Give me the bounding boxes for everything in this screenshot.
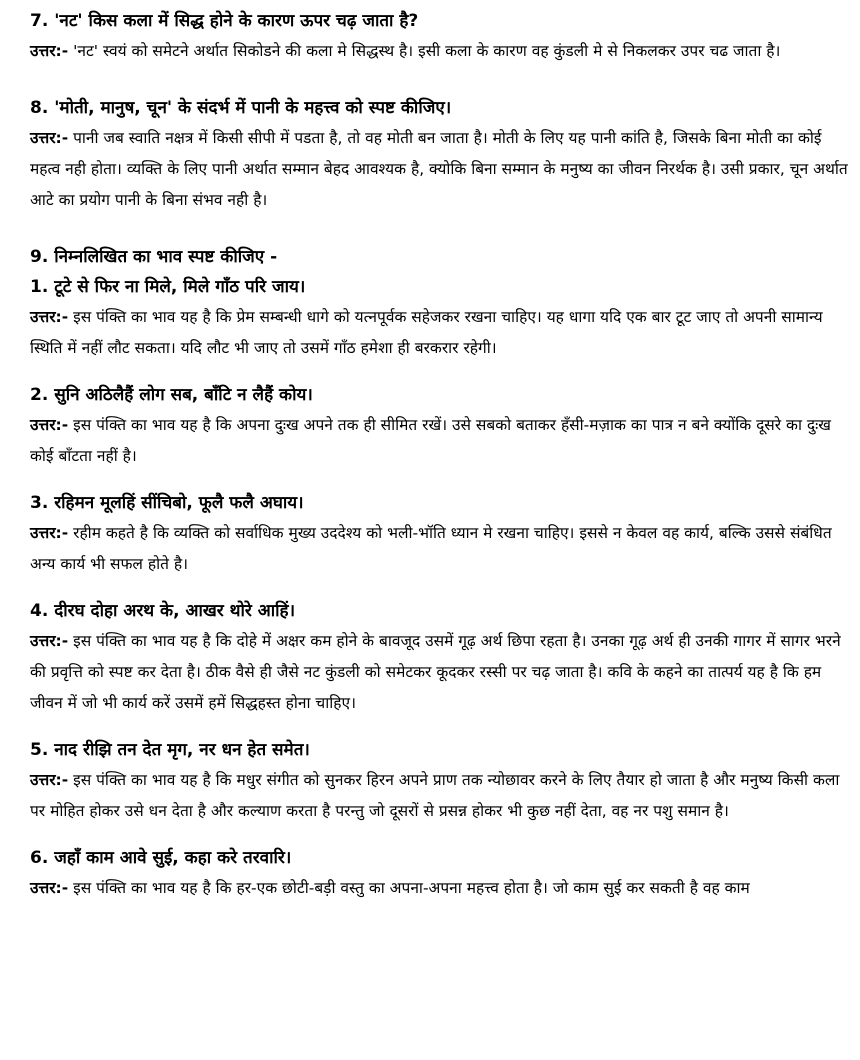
couplet-1-answer-text: इस पंक्ति का भाव यह है कि प्रेम सम्बन्धी धागे को यत्नपूर्वक सहेजकर रखना चाहिए। यह धागा यदि एक बार टूट जाए तो अपनी सामान्य स्थिति में नहीं लौट सकता। यदि लौट भी जाए तो उसमें गाँठ हमेशा ही बरकरार रहेगी। bbox=[30, 308, 823, 357]
couplet-3: 3. रहिमन मूलहिं सींचिबो, फूलै फलै अघाय। bbox=[30, 493, 304, 513]
answer-7 bbox=[30, 36, 848, 67]
question-7: 7. 'नट' किस कला में सिद्ध होने के कारण ऊपर चढ़ जाता है? bbox=[30, 11, 419, 31]
answer-label: उत्तर:- bbox=[30, 771, 69, 789]
couplet-4-answer-text: इस पंक्ति का भाव यह है कि दोहे में अक्षर कम होने के बावजूद उसमें गूढ़ अर्थ छिपा रहता है। उनका गूढ़ अर्थ ही उनकी गागर में सागर भरने की प्रवृत्ति को स्पष्ट कर देता है। ठीक वैसे ही जैसे नट कुंडली को समेटकर कूदकर रस्सी पर चढ़ जाता है। कवि के कहने का तात्पर्य यह है कि हम जीवन में जो भी कार्य करें उसमें हमें सिद्धहस्त होना चाहिए। bbox=[30, 632, 841, 712]
answer-label: उत्तर:- bbox=[30, 129, 69, 147]
couplet-4-answer bbox=[30, 626, 848, 719]
couplet-6-answer bbox=[30, 873, 848, 904]
couplet-2-answer bbox=[30, 410, 848, 472]
answer-label: उत्तर:- bbox=[30, 879, 69, 897]
section-9-heading: 9. निम्नलिखित का भाव स्पष्ट कीजिए - bbox=[30, 247, 278, 267]
answer-label: उत्तर:- bbox=[30, 632, 69, 650]
answer-7-text: 'नट' स्वयं को समेटने अर्थात सिकोडने की कला मे सिद्धस्थ है। इसी कला के कारण वह कुंडली मे से निकलकर उपर चढ जाता है। bbox=[68, 42, 781, 60]
couplet-6: 6. जहाँ काम आवे सुई, कहा करे तरवारि। bbox=[30, 848, 292, 868]
answer-label: उत्तर:- bbox=[30, 308, 69, 326]
couplet-2-answer-text: इस पंक्ति का भाव यह है कि अपना दुःख अपने तक ही सीमित रखें। उसे सबको बताकर हँसी-मज़ाक का पात्र न बने क्योंकि दूसरे का दुःख कोई बाँटता नहीं है। bbox=[30, 416, 831, 465]
couplet-1-answer bbox=[30, 302, 848, 364]
answer-label: उत्तर:- bbox=[30, 524, 69, 542]
couplet-5-answer-text: इस पंक्ति का भाव यह है कि मधुर संगीत को सुनकर हिरन अपने प्राण तक न्योछावर करने के लिए तैयार हो जाता है और मनुष्य किसी कला पर मोहित होकर उसे धन देता है और कल्याण करता है परन्तु जो दूसरों से प्रसन्न होकर भी कुछ नहीं देता, वह नर पशु समान है। bbox=[30, 771, 840, 820]
couplet-3-answer-text: रहीम कहते है कि व्यक्ति को सर्वाधिक मुख्य उददेश्य को भली-भॉति ध्यान मे रखना चाहिए। इससे न केवल वह कार्य, बल्कि उससे संबंधित अन्य कार्य भी सफल होते है। bbox=[30, 524, 832, 573]
couplet-3-answer bbox=[30, 518, 848, 580]
couplet-6-answer-text: इस पंक्ति का भाव यह है कि हर-एक छोटी-बड़ी वस्तु का अपना-अपना महत्त्व होता है। जो काम सुई कर सकती है वह काम bbox=[68, 879, 750, 897]
couplet-5-answer bbox=[30, 765, 848, 827]
question-8: 8. 'मोती, मानुष, चून' के संदर्भ में पानी के महत्त्व को स्पष्ट कीजिए। bbox=[30, 98, 452, 118]
answer-8 bbox=[30, 123, 848, 216]
answer-label: उत्तर:- bbox=[30, 416, 69, 434]
couplet-5: 5. नाद रीझि तन देत मृग, नर धन हेत समेत। bbox=[30, 740, 310, 760]
couplet-4: 4. दीरघ दोहा अरथ के, आखर थोरे आहिं। bbox=[30, 601, 296, 621]
couplet-1: 1. टूटे से फिर ना मिले, मिले गाँठ परि जाय। bbox=[30, 277, 306, 297]
couplet-2: 2. सुनि अठिलैहैं लोग सब, बाँटि न लैहैं कोय। bbox=[30, 385, 313, 405]
answer-label: उत्तर:- bbox=[30, 42, 69, 60]
answer-8-text: पानी जब स्वाति नक्षत्र में किसी सीपी में पडता है, तो वह मोती बन जाता है। मोती के लिए यह पानी कांति है, जिसके बिना मोती का कोई महत्व नही होता। व्यक्ति के लिए पानी अर्थात सम्मान बेहद आवश्यक है, क्योकि बिना सम्मान के मनुष्य का जीवन निरर्थक है। उसी प्रकार, चून अर्थात आटे का प्रयोग पानी के बिना संभव नही है। bbox=[30, 129, 848, 209]
